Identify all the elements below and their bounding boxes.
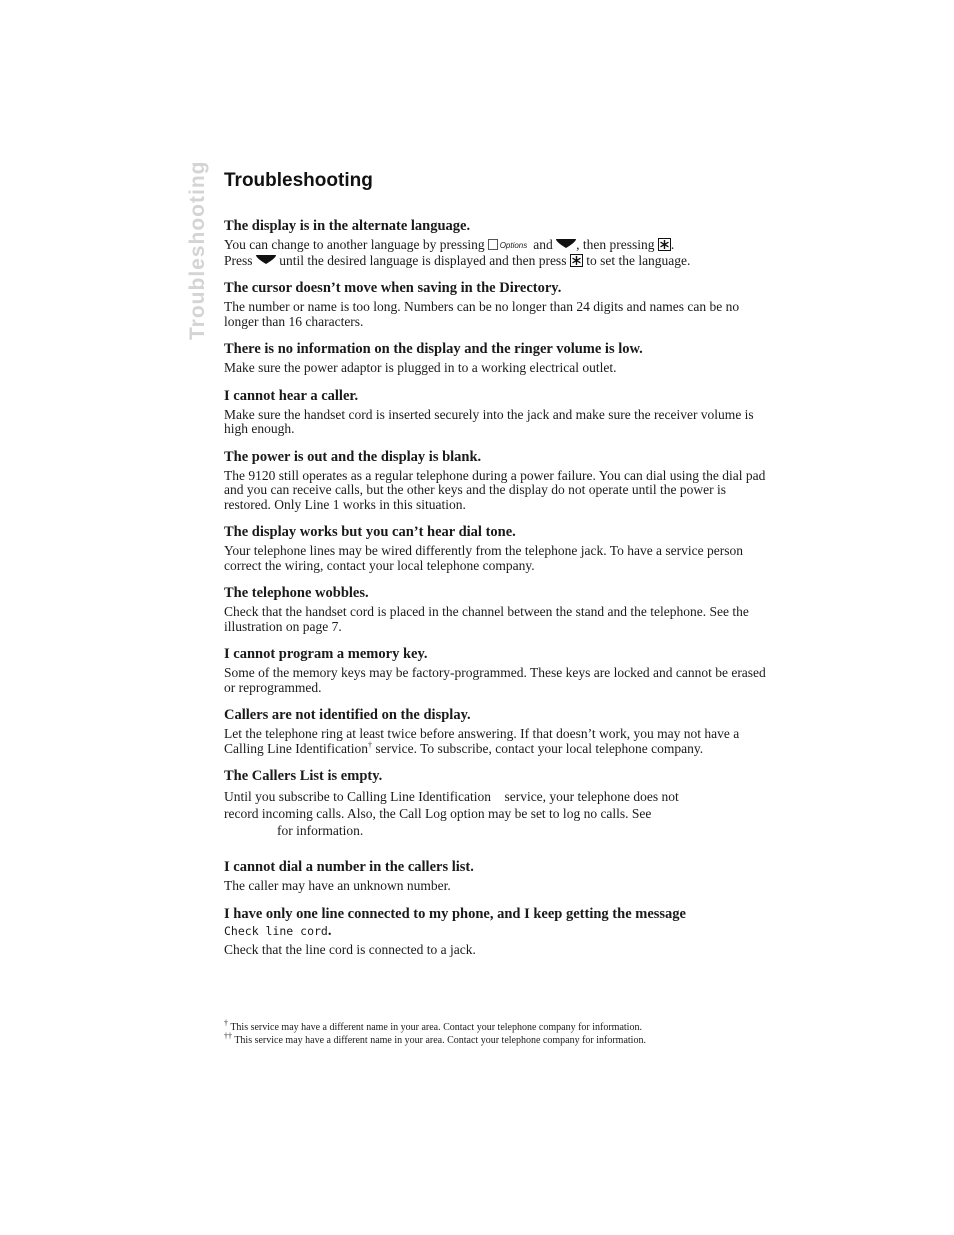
faq-answer: Check that the handset cord is placed in the channel between the stand and the telephone. See the illustration on page 7. <box>224 604 749 634</box>
faq-entry-no-info <box>224 341 769 376</box>
faq-entry-alternate-language <box>224 218 769 268</box>
faq-question: The display works but you can’t hear dial tone. <box>224 524 516 540</box>
faq-answer: The caller may have an unknown number. <box>224 878 451 893</box>
options-key-icon <box>488 239 498 250</box>
faq-entry-wobbles <box>224 585 769 634</box>
footnotes <box>224 1018 769 1047</box>
options-key-label: Options <box>499 241 528 250</box>
faq-entry-memory-key <box>224 646 769 695</box>
faq-answer: Until you subscribe to Calling Line Identification service, your telephone does not record incoming calls. Also, the Call Log option may be set to log no calls. See for information. <box>224 789 679 838</box>
footnote: †† This service may have a different name in your area. Contact your telephone company for information. <box>224 1031 646 1046</box>
faq-answer: Check that the line cord is connected to a jack. <box>224 941 476 957</box>
faq-question: Callers are not identified on the display. <box>224 707 471 723</box>
faq-entry-power-out <box>224 449 769 513</box>
faq-question: There is no information on the display and the ringer volume is low. <box>224 341 643 357</box>
down-arrow-key-icon <box>256 255 276 264</box>
faq-answer: Some of the memory keys may be factory-programmed. These keys are locked and cannot be erased or reprogrammed. <box>224 665 766 695</box>
faq-question: I have only one line connected to my phone, and I keep getting the message Check line cord. <box>224 905 686 939</box>
faq-question: The telephone wobbles. <box>224 585 369 601</box>
footnote-mark: † <box>367 740 372 749</box>
faq-question: The Callers List is empty. <box>224 768 383 784</box>
faq-answer: Your telephone lines may be wired differently from the telephone jack. To have a service person correct the wiring, contact your local telephone company. <box>224 543 744 573</box>
star-key-icon <box>658 238 671 251</box>
faq-entry-cannot-hear <box>224 388 769 437</box>
faq-entry-cannot-dial <box>224 859 769 894</box>
faq-question: I cannot dial a number in the callers list. <box>224 859 474 875</box>
document-body <box>224 170 769 969</box>
footnote: † This service may have a different name in your area. Contact your telephone company for information. <box>224 1018 642 1033</box>
section-side-tab: Troubleshooting <box>186 160 209 340</box>
faq-question: The power is out and the display is blank. <box>224 448 482 465</box>
faq-entry-check-line-cord <box>224 906 769 958</box>
faq-answer: Let the telephone ring at least twice before answering. If that doesn’t work, you may not have a Calling Line Identification† service. To subscribe, contact your local telephone company. <box>224 726 740 756</box>
faq-answer: You can change to another language by pressing Options and , then pressing . Press until the desired language is displayed and then press to set the language. <box>224 237 691 268</box>
faq-answer: The number or name is too long. Numbers can be no longer than 24 digits and names can be no longer than 16 characters. <box>224 299 740 329</box>
faq-answer: The 9120 still operates as a regular telephone during a power failure. You can dial using the dial pad and you can receive calls, but the other keys and the display do not operate until the power is restored. Only Line 1 works in this situation. <box>224 467 766 512</box>
down-arrow-key-icon <box>556 239 576 248</box>
faq-entry-cursor <box>224 280 769 329</box>
faq-entry-dial-tone <box>224 524 769 573</box>
display-message: Check line cord <box>224 923 328 938</box>
faq-entry-callers-not-identified <box>224 707 769 756</box>
page-title: Troubleshooting <box>224 170 373 191</box>
faq-question: The display is in the alternate language. <box>224 218 471 234</box>
faq-answer: Make sure the handset cord is inserted securely into the jack and make sure the receiver volume is high enough. <box>224 406 754 436</box>
faq-question: I cannot program a memory key. <box>224 646 428 662</box>
faq-question: The cursor doesn’t move when saving in the Directory. <box>224 280 562 296</box>
faq-entry-callers-list-empty <box>224 768 769 839</box>
star-key-icon <box>570 254 583 267</box>
faq-question: I cannot hear a caller. <box>224 387 359 404</box>
faq-answer: Make sure the power adaptor is plugged in to a working electrical outlet. <box>224 360 617 375</box>
